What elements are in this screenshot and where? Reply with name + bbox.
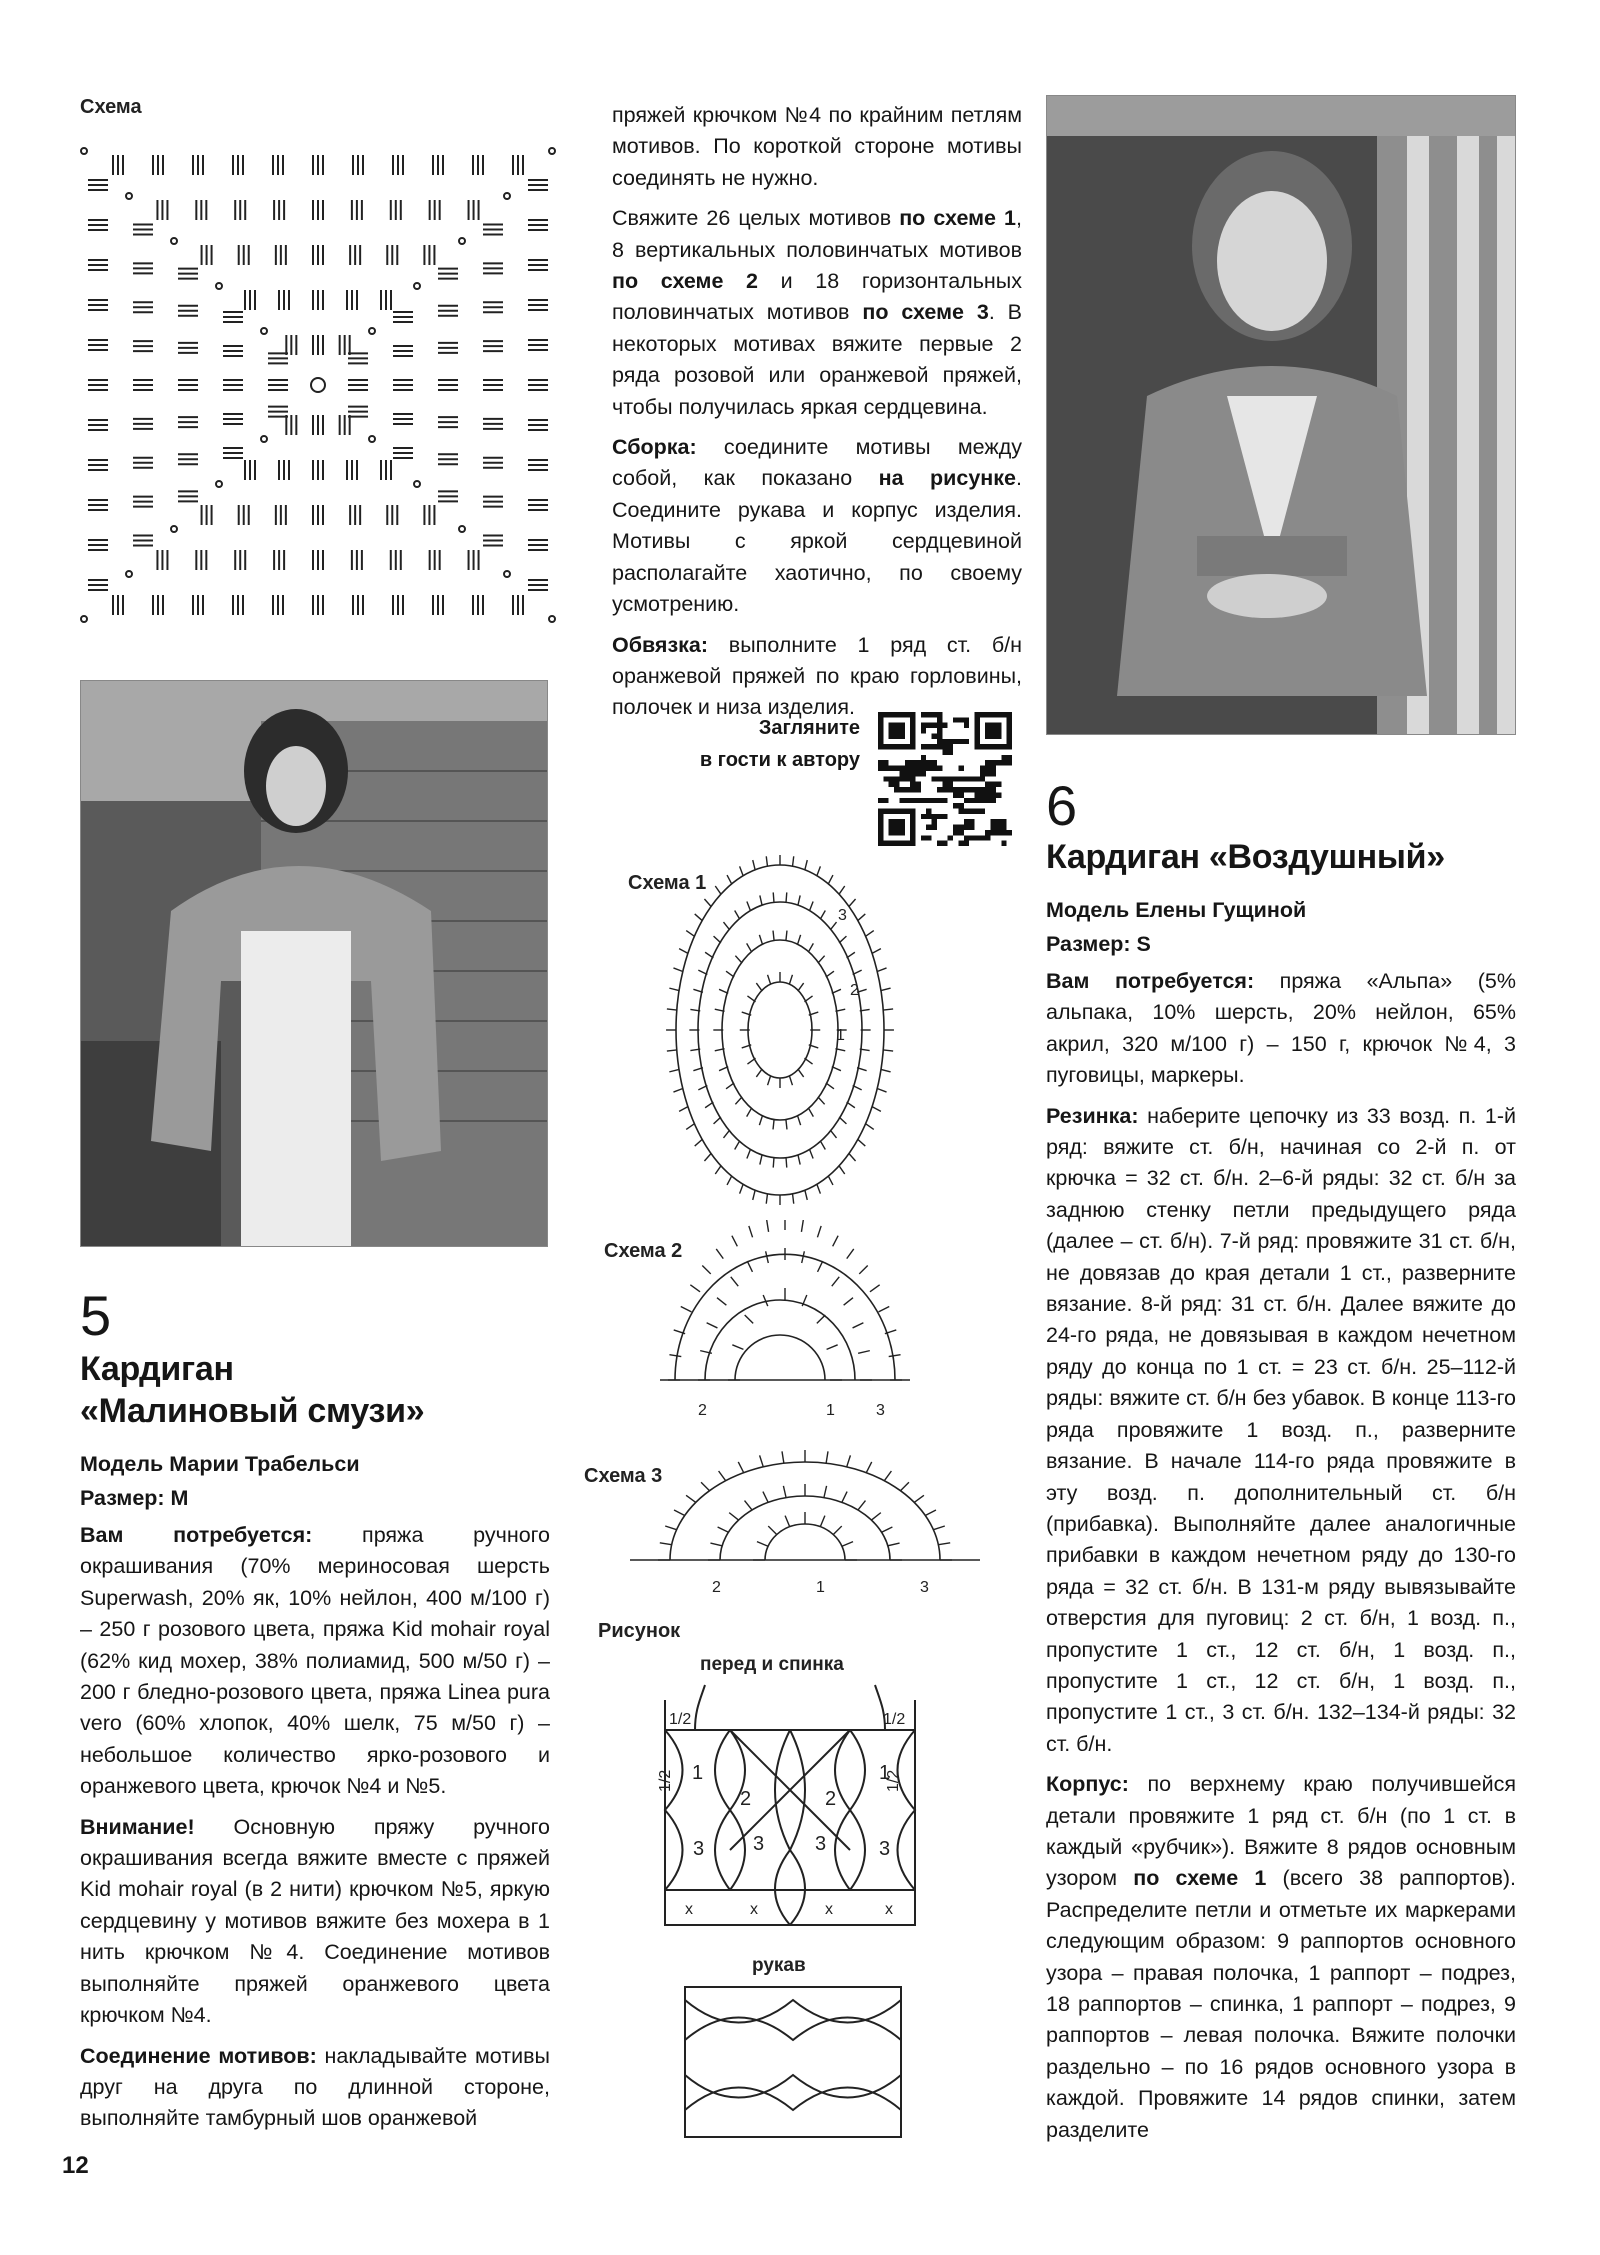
edging-paragraph: Обвязка: выполните 1 ряд ст. б/н оранжевой пряжей по краю горловины, полочек и низа изделия. xyxy=(612,632,1022,720)
qr-caption: Загляните в гости к автору xyxy=(699,717,860,771)
schema2-chart xyxy=(650,1220,920,1430)
svg-text:1: 1 xyxy=(879,1762,891,1784)
smiling-woman-photo xyxy=(1047,96,1516,735)
svg-text:1: 1 xyxy=(692,1762,704,1784)
article5 xyxy=(80,1284,550,2144)
article5-photo xyxy=(80,680,548,1247)
svg-text:x: x xyxy=(885,1901,893,1918)
article5-size: Размер: М xyxy=(80,1486,189,1510)
svg-text:x: x xyxy=(825,1901,833,1918)
svg-text:3: 3 xyxy=(815,1833,827,1855)
article6-photo xyxy=(1046,95,1516,735)
article6-body: Корпус: по верхнему краю получившейся детали провяжите 1 ряд ст. б/н (по 1 ст. в каждый «рубчик»). Вяжите 8 рядов основным узором по схеме 1 (всего 38 раппортов). Распределите петли и отметьте их маркерами следующим образом: 9 раппортов основного узора – правая полочка, 1 раппорт – подрез, 18 раппортов – спинка, 1 раппорт – подрез, 9 раппортов – левая полочка. Вяжите полочки раздельно – по 16 рядов основного узора в каждой. Провяжите 14 рядов спинки, затем разделите xyxy=(1046,1772,1517,2142)
qr-code-icon[interactable] xyxy=(878,712,1012,846)
front-back-label: перед и спинка xyxy=(700,1654,844,1675)
svg-text:2: 2 xyxy=(740,1788,752,1810)
crochet-square-chart xyxy=(58,125,578,645)
motifs-paragraph: Свяжите 26 целых мотивов по схеме 1, 8 вертикальных половинчатых мотивов по схеме 2 и 18 горизонтальных половинчатых мотивов по схеме 3. В некоторых мотивах вяжите первые 2 ряда розовой или оранжевой пряжей, чтобы получилась яркая сердцевина. xyxy=(612,206,1022,419)
svg-text:3: 3 xyxy=(879,1838,891,1860)
svg-text:1: 1 xyxy=(816,1579,825,1596)
svg-text:2: 2 xyxy=(850,982,859,999)
svg-text:x: x xyxy=(685,1901,693,1918)
assembly-paragraph: Сборка: соедините мотивы между собой, как показано на рисунке. Соедините рукава и корпус изделия. Мотивы с яркой сердцевиной располагайте хаотично, по своему усмотрению. xyxy=(612,435,1022,617)
schema1-chart xyxy=(660,840,900,1220)
svg-text:3: 3 xyxy=(920,1579,929,1596)
svg-text:3: 3 xyxy=(876,1402,885,1419)
svg-text:3: 3 xyxy=(753,1833,765,1855)
svg-text:3: 3 xyxy=(838,907,847,924)
svg-text:x: x xyxy=(750,1901,758,1918)
woman-in-cardigan-photo xyxy=(81,681,548,1247)
article6-number: 6 xyxy=(1046,774,1078,837)
schema3-chart xyxy=(620,1430,990,1610)
svg-text:1/2: 1/2 xyxy=(885,1769,902,1792)
article5-number: 5 xyxy=(80,1284,112,1347)
schema1-label: Схема 1 xyxy=(628,872,707,894)
svg-text:1: 1 xyxy=(836,1027,845,1044)
article6-author: Модель Елены Гущиной xyxy=(1046,898,1307,922)
page-number: 12 xyxy=(62,2152,89,2179)
front-back-layout xyxy=(655,1680,925,1930)
continuation-text: пряжей крючком №4 по крайним петлям мотивов. По короткой стороне мотивы соединять не нужно. xyxy=(612,103,1022,190)
article6-size: Размер: S xyxy=(1046,932,1151,956)
sleeve-layout xyxy=(683,1985,903,2140)
top-schema-label: Схема xyxy=(80,96,142,118)
article5-title-1: Кардиган xyxy=(80,1350,234,1388)
svg-text:2: 2 xyxy=(712,1579,721,1596)
svg-text:1/2: 1/2 xyxy=(657,1769,674,1792)
article6-ribbing: Резинка: наберите цепочку из 33 возд. п. 1-й ряд: вяжите ст. б/н, начиная со 2-й п. от крючка = 32 ст. б/н. 2–6-й ряды: 32 ст. б/н за заднюю стенку петли предыдущего ряда (далее – ст. б/н). 7-й ряд: провяжите 31 ст. б/н, не довязав до края детали 1 ст., разверните вязание. 8-й ряд: 31 ст. б/н. Далее вяжите до 24-го ряда, не довязывая в каждом нечетном ряду до конца по 1 ст. = 23 ст. б/н. 25–112-й ряды: вяжите ст. б/н без убавок. В конце 113-го ряда провяжите 1 возд. п., разверните вязание. В начале 114-го ряда провяжите в эту возд. п. дополнительный ст. б/н (прибавка). Выполняйте далее аналогичные прибавки в каждом нечетном ряду до 130-го ряда = 32 ст. б/н. В 131-м ряду вывязывайте отверстия для пуговиц: 2 ст. б/н, 1 возд. п., пропустите 1 ст., 12 ст. б/н, 1 возд. п., пропустите 1 ст., 12 ст. б/н, 1 возд. п., пропустите 1 ст., 3 ст. б/н. 132–134-й ряды: 32 ст. б/н. xyxy=(1046,1103,1516,1756)
article5-title-2: «Малиновый смузи» xyxy=(80,1392,425,1430)
svg-text:1/2: 1/2 xyxy=(669,1711,692,1728)
article5-attention: Внимание! Основную пряжу ручного окрашивания всегда вяжите вместе с пряжей Kid mohair royal (в 2 нити) крючком №5, яркую сердцевину у мотивов вяжите без мохера в 1 нить крючком №4. Соединение мотивов выполняйте пряжей оранжевого цвета крючком №4. xyxy=(80,1814,550,2028)
article5-author: Модель Марии Трабельси xyxy=(80,1452,360,1476)
article6-materials: Вам потребуется: пряжа «Альпа» (5% альпака, 10% шерсть, 20% нейлон, 65% акрил, 320 м/100 г) – 150 г, крючок №4, 3 пуговицы, маркеры. xyxy=(1046,969,1516,1088)
svg-text:1/2: 1/2 xyxy=(883,1711,906,1728)
svg-text:2: 2 xyxy=(825,1788,837,1810)
sleeve-label: рукав xyxy=(752,1955,806,1976)
svg-text:3: 3 xyxy=(693,1838,705,1860)
svg-text:1: 1 xyxy=(826,1402,835,1419)
middle-column xyxy=(612,100,1022,733)
svg-text:2: 2 xyxy=(698,1402,707,1419)
schema3-label: Схема 3 xyxy=(584,1465,663,1487)
drawing-label: Рисунок xyxy=(598,1620,681,1642)
schema2-label: Схема 2 xyxy=(604,1240,683,1262)
article5-materials: Вам потребуется: пряжа ручного окрашивания (70% мериносовая шерсть Superwash, 20% як, 10% нейлон, 400 м/100 г) – 250 г розового цвета, пряжа Kid mohair royal (62% кид мохер, 38% полиамид, 500 м/50 г) – 200 г бледно-розового цвета, пряжа Linea pura vero (60% хлопок, 40% шелк, 75 м/50 г) – небольшое количество ярко-розового и оранжевого цвета, крючок №4 и №5. xyxy=(80,1523,550,1799)
article6 xyxy=(1046,774,1517,2155)
article6-title: Кардиган «Воздушный» xyxy=(1046,838,1445,876)
article5-joining: Соединение мотивов: накладывайте мотивы друг на друга по длинной стороне, выполняйте тамбурный шов оранжевой xyxy=(80,2043,550,2131)
